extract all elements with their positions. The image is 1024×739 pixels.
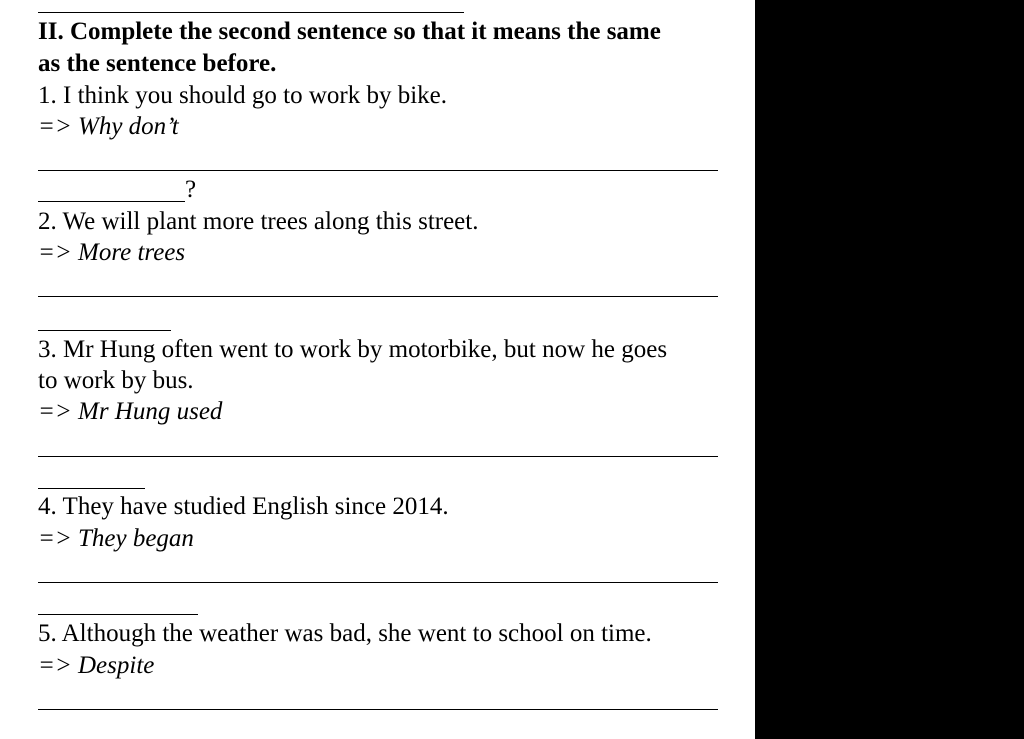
exercise-4-answer-start: => They began [38, 525, 194, 552]
exercise-3-prompt-line-2: to work by bus. [38, 367, 194, 394]
exercise-5-answer-line-1[interactable] [38, 709, 718, 710]
exercise-5-prompt: 5. Although the weather was bad, she went to school on time. [38, 620, 652, 647]
exercise-1-prompt: 1. I think you should go to work by bike. [38, 82, 448, 109]
exercise-3-answer-line-2[interactable] [38, 488, 145, 489]
exercise-2-prompt: 2. We will plant more trees along this street. [38, 208, 479, 235]
top-rule [38, 12, 464, 13]
section-heading-line-2: as the sentence before. [38, 50, 277, 77]
exercise-3-answer-start: => Mr Hung used [38, 398, 223, 425]
exercise-1-answer-start: => Why don’t [38, 113, 179, 140]
section-heading-line-1: II. Complete the second sentence so that it means the same [38, 18, 661, 45]
exercise-5-answer-start: => Despite [38, 652, 155, 679]
exercise-2-answer-line-2[interactable] [38, 330, 171, 331]
exercise-3-prompt-line-1: 3. Mr Hung often went to work by motorbike, but now he goes [38, 336, 668, 363]
exercise-3-answer-line-1[interactable] [38, 456, 718, 457]
exercise-2-answer-line-1[interactable] [38, 296, 718, 297]
exercise-4-answer-line-2[interactable] [38, 614, 198, 615]
exercise-1-answer-line-1[interactable] [38, 170, 718, 171]
exercise-2-answer-start: => More trees [38, 239, 186, 266]
exercise-4-prompt: 4. They have studied English since 2014. [38, 493, 449, 520]
exercise-1-answer-line-2[interactable] [38, 201, 185, 202]
exercise-1-question-mark: ? [185, 176, 197, 203]
exercise-4-answer-line-1[interactable] [38, 582, 718, 583]
